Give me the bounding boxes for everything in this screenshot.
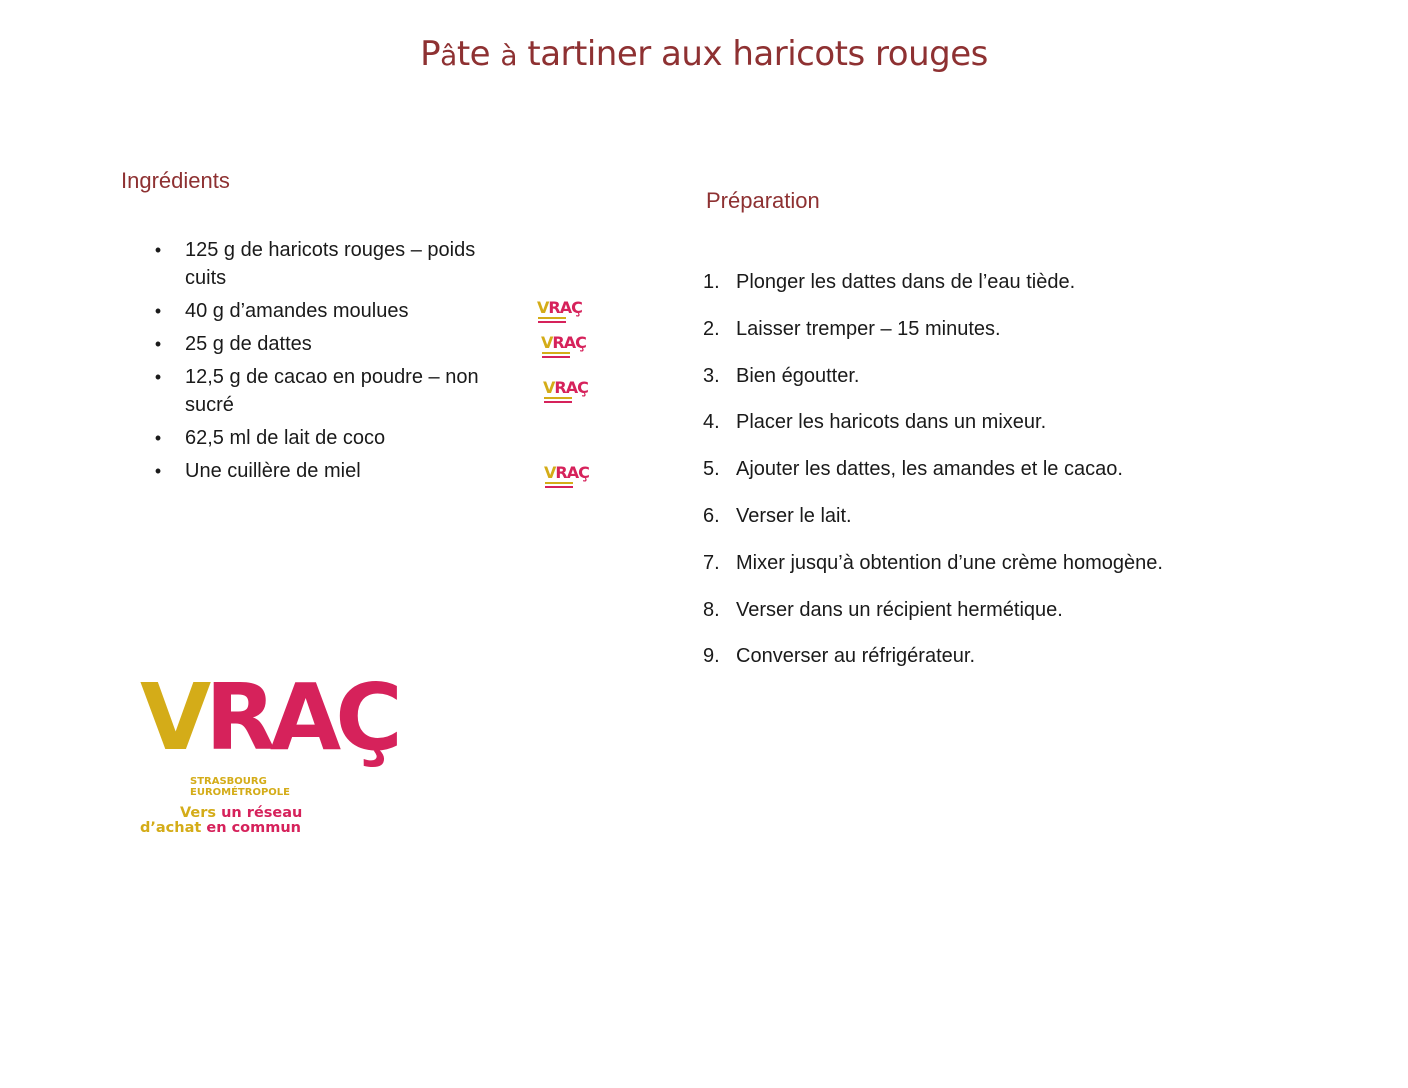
ingredient-item bbox=[152, 330, 552, 358]
step-text: Ajouter les dattes, les amandes et le cacao. bbox=[736, 458, 1123, 481]
step-text: Plonger les dattes dans de l’eau tiède. bbox=[736, 271, 1076, 293]
preparation-step bbox=[703, 549, 1303, 596]
step-text: Bien égoutter. bbox=[736, 364, 860, 387]
vrac-logo-slogan: Vers un réseau d’achat en commun bbox=[140, 805, 303, 836]
preparation-step bbox=[703, 455, 1303, 502]
ingredient-text: 12,5 g de cacao en poudre – non sucré bbox=[185, 366, 479, 416]
step-number: 8. bbox=[703, 598, 720, 621]
ingredient-item bbox=[152, 236, 552, 292]
step-number: 9. bbox=[703, 645, 720, 668]
bullet-icon: • bbox=[154, 428, 162, 448]
vrac-logo bbox=[140, 664, 397, 842]
vrac-logo-city: STRASBOURG EUROMÉTROPOLE bbox=[190, 776, 290, 798]
preparation-step bbox=[703, 408, 1303, 455]
step-text: Verser dans un récipient hermétique. bbox=[736, 598, 1063, 621]
vrac-logo-mark: VRAÇ bbox=[140, 664, 397, 771]
preparation-step bbox=[703, 315, 1303, 362]
preparation-steps bbox=[703, 268, 1303, 689]
bullet-icon: • bbox=[154, 334, 162, 354]
vrac-small-logo: VRAÇ bbox=[541, 333, 573, 359]
preparation-heading: Préparation bbox=[706, 188, 820, 213]
page-title: Pâte à tartiner aux haricots rouges bbox=[420, 34, 988, 74]
step-number: 6. bbox=[703, 504, 720, 527]
step-text: Verser le lait. bbox=[736, 504, 852, 527]
ingredient-text: 125 g de haricots rouges – poids cuits bbox=[185, 239, 476, 289]
ingredient-item bbox=[152, 457, 552, 485]
step-text: Laisser tremper – 15 minutes. bbox=[736, 317, 1001, 340]
preparation-step bbox=[703, 268, 1303, 315]
preparation-step bbox=[703, 362, 1303, 409]
ingredient-text: 40 g d’amandes moulues bbox=[185, 300, 409, 322]
bullet-icon: • bbox=[154, 240, 162, 260]
bullet-icon: • bbox=[154, 367, 162, 387]
preparation-step bbox=[703, 596, 1303, 643]
ingredient-item bbox=[152, 363, 552, 419]
ingredient-item bbox=[152, 424, 552, 452]
step-number: 4. bbox=[703, 411, 720, 434]
step-number: 2. bbox=[703, 317, 720, 340]
bullet-icon: • bbox=[154, 301, 162, 321]
vrac-small-logo: VRAÇ bbox=[543, 378, 575, 404]
ingredients-list bbox=[152, 236, 552, 485]
step-text: Converser au réfrigérateur. bbox=[736, 645, 976, 668]
step-text: Mixer jusqu’à obtention d’une crème homogène. bbox=[736, 551, 1163, 574]
ingredients-heading: Ingrédients bbox=[121, 168, 230, 193]
step-number: 3. bbox=[703, 364, 720, 387]
preparation-step bbox=[703, 642, 1303, 689]
ingredient-text: Une cuillère de miel bbox=[185, 460, 361, 482]
step-number: 1. bbox=[703, 271, 720, 293]
ingredient-item bbox=[152, 297, 552, 325]
step-number: 7. bbox=[703, 551, 720, 574]
bullet-icon: • bbox=[154, 461, 162, 481]
ingredient-text: 25 g de dattes bbox=[185, 333, 312, 355]
ingredient-text: 62,5 ml de lait de coco bbox=[185, 427, 386, 449]
step-text: Placer les haricots dans un mixeur. bbox=[736, 411, 1047, 434]
preparation-step bbox=[703, 502, 1303, 549]
step-number: 5. bbox=[703, 458, 720, 481]
vrac-small-logo: VRAÇ bbox=[544, 463, 576, 489]
vrac-small-logo: VRAÇ bbox=[537, 298, 569, 324]
